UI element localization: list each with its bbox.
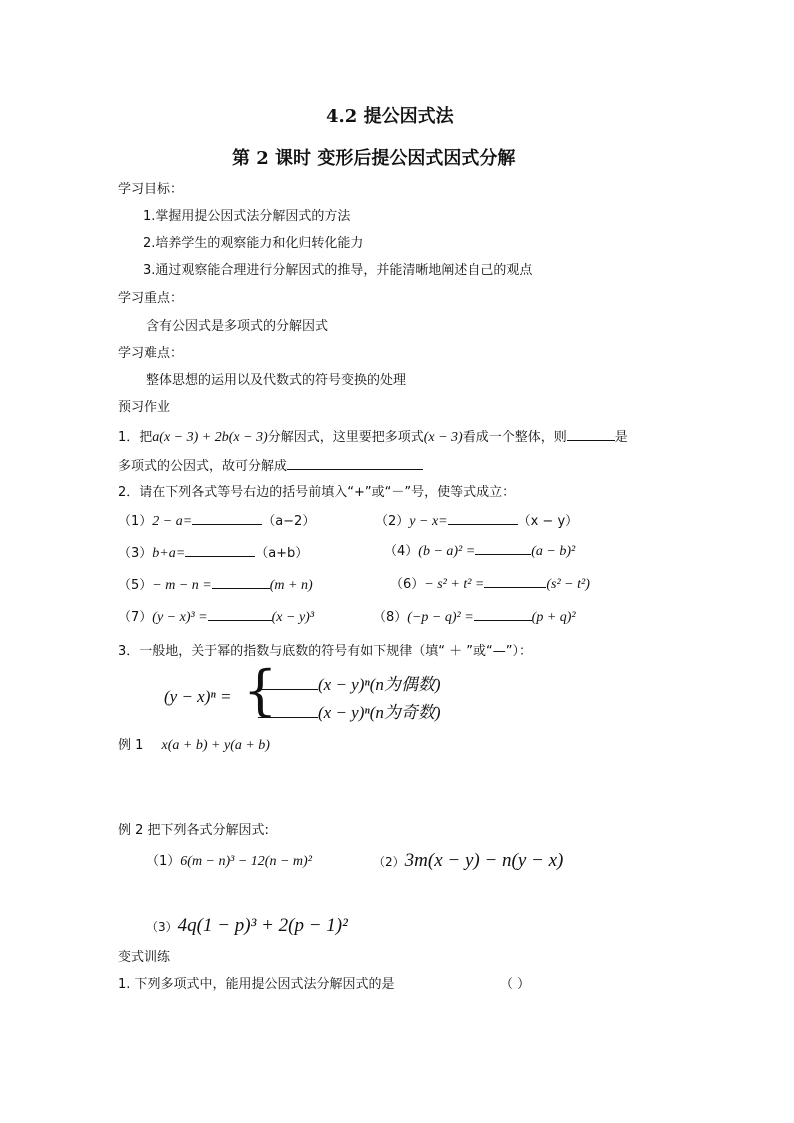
q1-blank-1[interactable] [567,428,615,441]
example-1-label: 例 1 [118,738,144,753]
q3-blank-1[interactable] [258,675,318,690]
q2-blank-8[interactable] [474,608,532,621]
q2-blank-7[interactable] [208,608,272,621]
q2-tail-3: （a+b） [255,546,309,561]
q2-blank-2[interactable] [448,512,518,525]
q2-num-8: （8） [373,610,408,625]
example-2-num-1: （1） [146,854,181,869]
example-2-expr-1: 6(m − n)³ − 12(n − m)² [180,854,312,869]
example-2-num-3: （3） [146,920,178,934]
q2-expr-6: − s² + t² = [424,577,485,592]
q2-expr-4: (b − a)² = [418,544,476,559]
q2-num-6: （6） [390,577,425,592]
training-q1-answer-paren[interactable]: （ ） [500,977,531,992]
page-subtitle: 第 2 课时 变形后提公因式因式分解 [232,148,516,169]
q2-blank-5[interactable] [212,576,270,589]
example-1-expr: x(a + b) + y(a + b) [161,738,270,753]
example-2-part-3 [146,916,348,935]
q2-row-1-right [375,512,578,529]
q2-tail-1: （a−2） [262,514,316,529]
q2-num-1: （1） [118,514,153,529]
q2-num-7: （7） [118,610,153,625]
difficulty-heading: 学习难点： [118,346,184,361]
goal-item-2: 2.培养学生的观察能力和化归转化能力 [143,236,364,251]
q2-tail-7: (x − y)³ [271,610,315,625]
q2-row-4-left [118,608,314,625]
q3-brace: { [243,659,278,722]
q2-tail-4: (a − b)² [531,544,576,559]
q3-case-1 [258,675,441,693]
q2-tail-6: (s² − t²) [546,577,590,592]
q1-blank-2[interactable] [287,457,423,470]
q1-text-c: 看成一个整体，则 [462,430,567,445]
q3-blank-2[interactable] [258,703,318,718]
q1-text-b: 分解因式，这里要把多项式 [267,430,424,445]
example-2-expr-3: 4q(1 − p)³ + 2(p − 1)² [177,915,348,936]
q1-text-e: 多项式的公因式，故可分解成 [118,459,288,474]
q1-expr-1: a(x − 3) + 2b(x − 3) [152,430,268,445]
q2-expr-8: (−p − q)² = [407,610,474,625]
q2-row-4-right [373,608,576,625]
q2-blank-4[interactable] [475,542,531,555]
q2-row-3-right [390,575,590,592]
q2-num-2: （2） [375,514,410,529]
example-2-expr-2: 3m(x − y) − n(y − x) [404,850,564,871]
difficulty-text: 整体思想的运用以及代数式的符号变换的处理 [146,373,407,388]
q1-text-a: 1．把 [118,430,153,445]
q2-tail-2: （x − y） [517,514,579,529]
q2-tail-5: (m + n) [269,578,313,593]
goal-item-3: 3.通过观察能合理进行分解因式的推导，并能清晰地阐述自己的观点 [143,263,533,278]
q2-expr-5: − m − n = [152,578,212,593]
q2-expr-2: y − x= [409,514,448,529]
q3-lhs: (y − x)ⁿ = [164,687,232,706]
example-2-part-1 [146,855,312,869]
q2-num-5: （5） [118,578,153,593]
q3-line-1: (x − y)ⁿ(n为偶数) [318,675,441,694]
q2-blank-6[interactable] [484,575,546,588]
q2-num-3: （3） [118,546,153,561]
q2-row-1-left [118,512,315,529]
preview-q2-text: 2．请在下列各式等号右边的括号前填入“+”或“－”号，使等式成立： [118,485,516,500]
q2-row-2-right [384,542,575,559]
preview-q1-line2 [118,457,423,473]
key-heading: 学习重点： [118,291,184,306]
q1-text-d: 是 [614,430,628,445]
example-2-label: 例 2 把下列各式分解因式: [118,823,269,838]
q2-blank-1[interactable] [192,512,262,525]
preview-q1-line1 [118,428,628,445]
q2-expr-3: b+a= [152,546,186,561]
example-1 [118,739,270,753]
preview-q3-text: 3．一般地，关于幂的指数与底数的符号有如下规律（填“ ＋ ”或“—”）： [118,644,532,659]
training-heading: 变式训练 [118,950,171,965]
q1-expr-2: (x − 3) [423,430,463,445]
example-2-num-2: （2） [373,855,405,869]
example-2-part-2 [373,851,563,870]
q3-line-2: (x − y)ⁿ(n为奇数) [318,703,441,722]
q3-case-2 [258,703,441,721]
page-title: 4.2 提公因式法 [326,106,454,127]
q2-row-2-left [118,544,308,561]
q2-expr-7: (y − x)³ = [152,610,208,625]
q2-row-3-left [118,576,313,593]
q2-blank-3[interactable] [185,544,255,557]
training-q1: 1. 下列多项式中，能用提公因式法分解因式的是 [118,977,395,992]
q2-tail-8: (p + q)² [531,610,576,625]
key-text: 含有公因式是多项式的分解因式 [146,319,329,334]
q2-expr-1: 2 − a= [152,514,193,529]
preview-heading: 预习作业 [118,400,171,415]
q2-num-4: （4） [384,544,419,559]
goal-item-1: 1.掌握用提公因式法分解因式的方法 [143,209,351,224]
goals-heading: 学习目标： [118,182,184,197]
